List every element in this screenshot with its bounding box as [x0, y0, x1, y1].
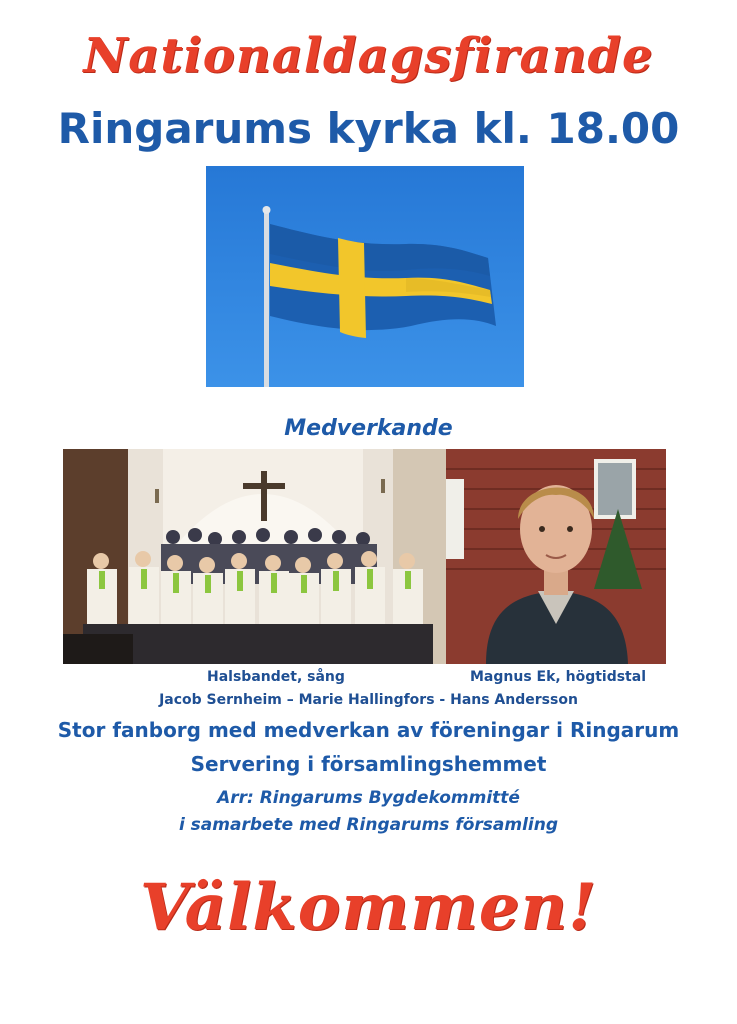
speaker-illustration: [446, 449, 666, 664]
info-fanborg: Stor fanborg med medverkan av föreningar i Ringarum: [57, 718, 680, 742]
poster-subtitle: Ringarums kyrka kl. 18.00: [57, 104, 680, 153]
speaker-photo: [446, 449, 666, 664]
caption-names: Jacob Sernheim – Marie Hallingfors - Hans Andersson: [159, 692, 578, 708]
poster-title: Nationaldagsfirande: [83, 28, 654, 84]
caption-speaker: Magnus Ek, högtidstal: [470, 669, 646, 685]
section-heading: Medverkande: [284, 416, 453, 441]
info-organizer: Arr: Ringarums Bygdekommitté: [217, 788, 520, 808]
swedish-flag-image: [206, 166, 524, 387]
choir-photo: [63, 449, 447, 664]
info-collaboration: i samarbete med Ringarums församling: [178, 815, 559, 835]
swedish-flag-icon: [206, 166, 524, 387]
welcome-text: Välkommen!: [139, 870, 598, 945]
choir-illustration: [63, 449, 447, 664]
caption-choir: Halsbandet, sång: [207, 669, 345, 685]
info-servering: Servering i församlingshemmet: [190, 752, 547, 776]
